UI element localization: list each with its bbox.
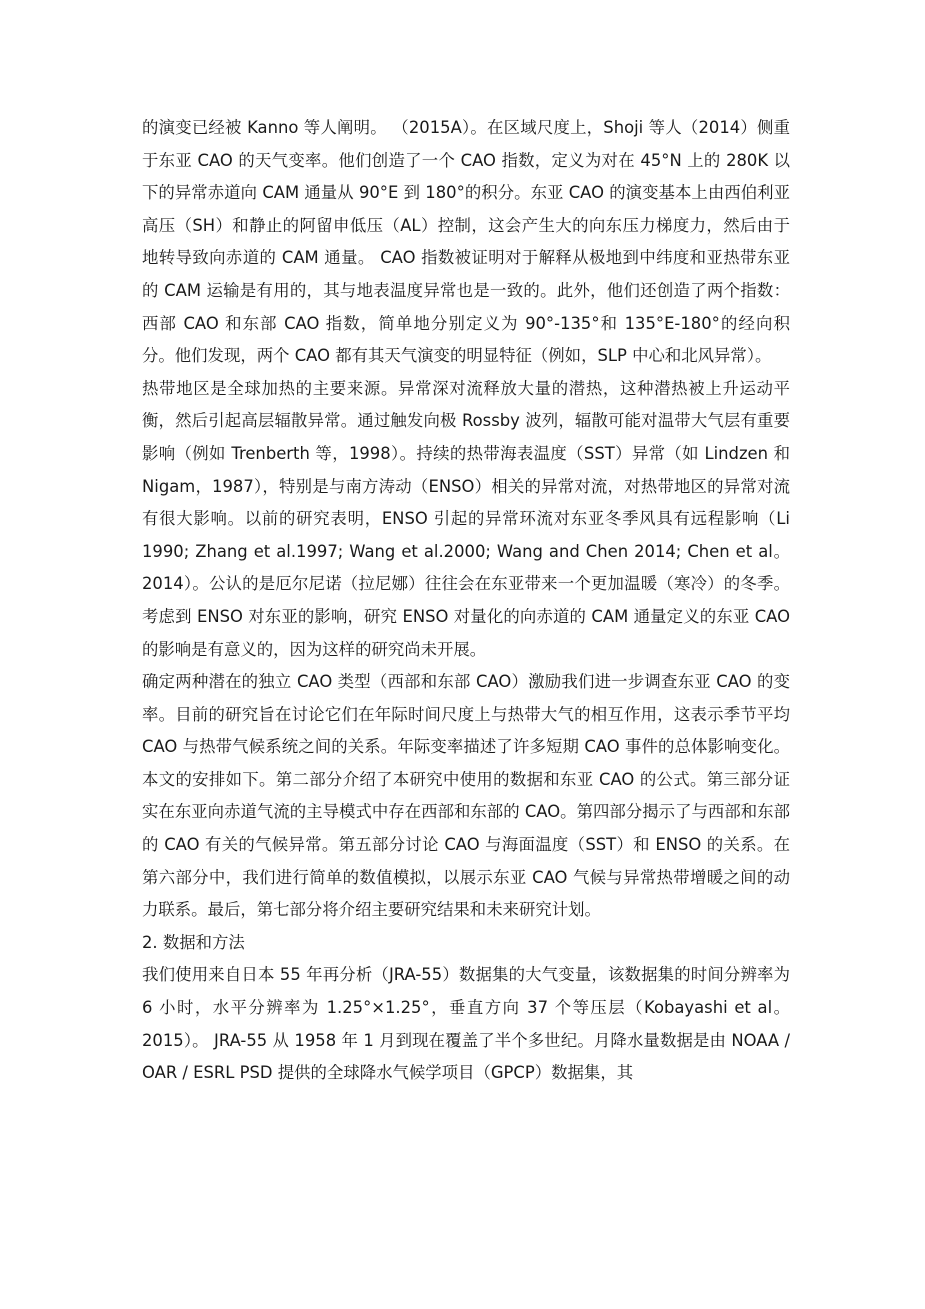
section-heading-data-methods: 2. 数据和方法 bbox=[142, 932, 245, 952]
paragraph-cao-shoji: 的演变已经被 Kanno 等人阐明。 （2015A）。在区域尺度上，Shoji 等人（2014）侧重于东亚 CAO 的天气变率。他们创造了一个 CAO 指数，定义为对在 45°N 上的 280K 以下的异常赤道向 CAM 通量从 90°E 到 180°的积分。东亚 CAO 的演变基本上由西伯利亚高压（SH）和静止的阿留申低压（AL）控制，这会产生大的向东压力梯度力，然后由于地转导致向赤道的 CAM 通量。 CAO 指数被证明对于解释从极地到中纬度和亚热带东亚的 CAM 运输是有用的，其与地表温度异常也是一致的。此外，他们还创造了两个指数：西部 CAO 和东部 CAO 指数，简单地分别定义为 90°-135°和 135°E-180°的经向积分。他们发现，两个 CAO 都有其天气演变的明显特征（例如，SLP 中心和北风异常）。 bbox=[142, 118, 790, 366]
document-page bbox=[142, 112, 790, 1090]
paragraph-tropical-heating: 热带地区是全球加热的主要来源。异常深对流释放大量的潜热，这种潜热被上升运动平衡，然后引起高层辐散异常。通过触发向极 Rossby 波列，辐散可能对温带大气层有重要影响（例如 Trenberth 等，1998）。持续的热带海表温度（SST）异常（如 Lindzen 和 Nigam，1987），特别是与南方涛动（ENSO）相关的异常对流，对热带地区的异常对流有很大影响。以前的研究表明，ENSO 引起的异常环流对东亚冬季风具有远程影响（Li 1990; Zhang et al.1997; Wang et al.2000; Wang and Chen 2014; Chen et al。2014）。公认的是厄尔尼诺（拉尼娜）往往会在东亚带来一个更加温暖（寒冷）的冬季。考虑到 ENSO 对东亚的影响，研究 ENSO 对量化的向赤道的 CAM 通量定义的东亚 CAO 的影响是有意义的，因为这样的研究尚未开展。 bbox=[142, 378, 790, 659]
paragraph-study-outline: 确定两种潜在的独立 CAO 类型（西部和东部 CAO）激励我们进一步调查东亚 CAO 的变率。目前的研究旨在讨论它们在年际时间尺度上与热带大气的相互作用，这表示季节平均 CAO 与热带气候系统之间的关系。年际变率描述了许多短期 CAO 事件的总体影响变化。本文的安排如下。第二部分介绍了本研究中使用的数据和东亚 CAO 的公式。第三部分证实在东亚向赤道气流的主导模式中存在西部和东部的 CAO。第四部分揭示了与西部和东部的 CAO 有关的气候异常。第五部分讨论 CAO 与海面温度（SST）和 ENSO 的关系。在第六部分中，我们进行简单的数值模拟，以展示东亚 CAO 气候与异常热带增暖之间的动力联系。最后，第七部分将介绍主要研究结果和未来研究计划。 bbox=[142, 672, 790, 920]
paragraph-data-description: 我们使用来自日本 55 年再分析（JRA-55）数据集的大气变量，该数据集的时间分辨率为 6 小时，水平分辨率为 1.25°×1.25°，垂直方向 37 个等压层（Kobayashi et al。2015）。 JRA-55 从 1958 年 1 月到现在覆盖了半个多世纪。月降水量数据是由 NOAA / OAR / ESRL PSD 提供的全球降水气候学项目（GPCP）数据集，其 bbox=[142, 965, 790, 1083]
